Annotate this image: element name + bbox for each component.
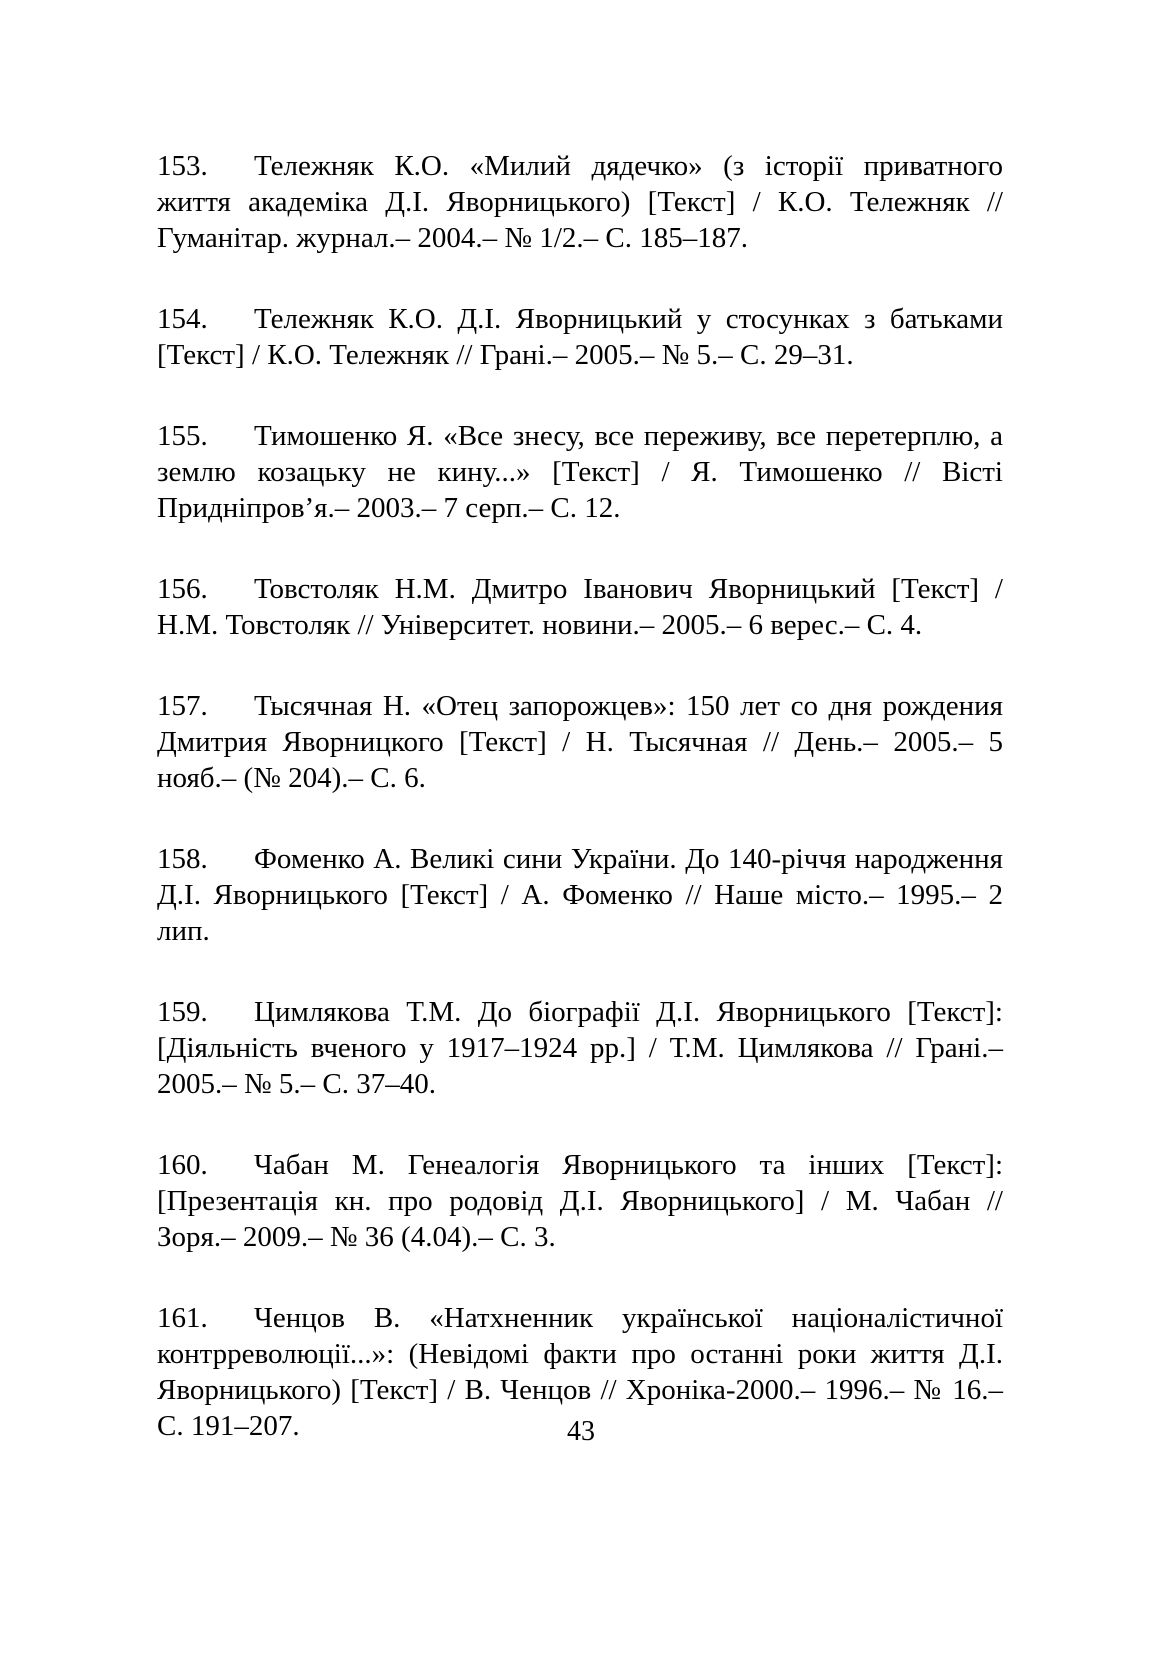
page-number: 43 bbox=[567, 1416, 595, 1447]
entry-text: Товстоляк Н.М. Дмитро Іванович Яворницький [Текст] / Н.М. Товстоляк // Університет. новини.– 2005.– 6 верес.– С. 4. bbox=[157, 573, 1003, 641]
entry-number: 157. bbox=[157, 690, 208, 722]
entry-number: 158. bbox=[157, 843, 208, 875]
entry-number: 156. bbox=[157, 573, 208, 605]
entry-text: Тысячная Н. «Отец запорожцев»: 150 лет со дня рождения Дмитрия Яворницкого [Текст] / Н. Тысячная // День.– 2005.– 5 нояб.– (№ 204).– С. 6. bbox=[157, 690, 1003, 794]
entry-number: 160. bbox=[157, 1149, 208, 1181]
bibliography-entry-160 bbox=[157, 1147, 1003, 1255]
bibliography-entry-154 bbox=[157, 301, 1003, 373]
bibliography-entry-155 bbox=[157, 418, 1003, 526]
entry-text: Тимошенко Я. «Все знесу, все переживу, все перетерплю, а землю козацьку не кину...» [Текст] / Я. Тимошенко // Вісті Придніпров’я.– 2003.– 7 серп.– С. 12. bbox=[157, 420, 1003, 524]
entry-text: Тележняк К.О. Д.І. Яворницький у стосунках з батьками [Текст] / К.О. Тележняк // Грані.– 2005.– № 5.– С. 29–31. bbox=[157, 303, 1003, 371]
bibliography-entry-153 bbox=[157, 148, 1003, 256]
entry-text: Цимлякова Т.М. До біографії Д.І. Яворницького [Текст]: [Діяльність вченого у 1917–1924 рр.] / Т.М. Цимлякова // Грані.– 2005.– № 5.– С. 37–40. bbox=[157, 996, 1003, 1100]
entry-text: Тележняк К.О. «Милий дядечко» (з історії приватного життя академіка Д.І. Яворницького) [Текст] / К.О. Тележняк // Гуманітар. журнал.– 2004.– № 1/2.– С. 185–187. bbox=[157, 150, 1003, 254]
entry-number: 153. bbox=[157, 150, 208, 182]
entry-text: Чабан М. Генеалогія Яворницького та інших [Текст]: [Презентація кн. про родовід Д.І. Яворницького] / М. Чабан // Зоря.– 2009.– № 36 (4.04).– С. 3. bbox=[157, 1149, 1003, 1253]
entry-number: 154. bbox=[157, 303, 208, 335]
entry-text: Ченцов В. «Натхненник української націоналістичної контрреволюції...»: (Невідомі факти про останні роки життя Д.І. Яворницького) [Текст] / В. Ченцов // Хроніка-2000.– 1996.– № 16.– С. 191–207. bbox=[157, 1302, 1003, 1442]
entry-number: 159. bbox=[157, 996, 208, 1028]
bibliography-entry-159 bbox=[157, 994, 1003, 1102]
bibliography-list bbox=[157, 148, 1003, 1489]
bibliography-entry-156 bbox=[157, 571, 1003, 643]
entry-number: 161. bbox=[157, 1302, 208, 1334]
bibliography-entry-158 bbox=[157, 841, 1003, 949]
bibliography-entry-157 bbox=[157, 688, 1003, 796]
entry-text: Фоменко А. Великі сини України. До 140-річчя народження Д.І. Яворницького [Текст] / А. Фоменко // Наше місто.– 1995.– 2 лип. bbox=[157, 843, 1003, 947]
entry-number: 155. bbox=[157, 420, 208, 452]
